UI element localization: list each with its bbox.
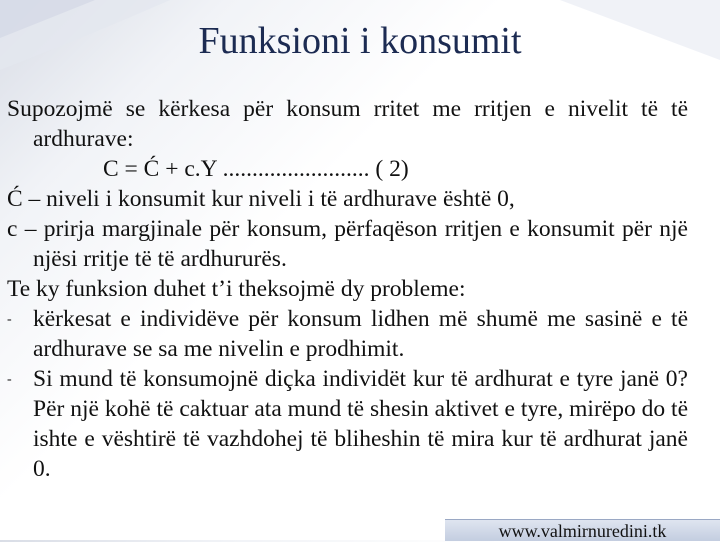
footer-url: www.valmirnuredini.tk [445,519,720,541]
slide-body [7,94,688,484]
definition-c: c – prirja margjinale për konsum, përfaqëson rritjen e konsumit për një njësi rritje të të ardhururës. [7,216,688,272]
formula-line: C = Ć + c.Y ......................... ( 2) [103,156,409,182]
bullet-marker: - [7,372,12,387]
bullet-item [7,364,688,484]
bullet-marker: - [7,312,12,327]
definition-c-bar: Ć – niveli i konsumit kur niveli i të ardhurave është 0, [7,186,515,212]
slide-title: Funksioni i konsumit [198,20,522,62]
intro-paragraph: Supozojmë se kërkesa për konsum rritet me rritjen e nivelit të të ardhurave: [7,96,688,152]
bullet-text: Si mund të konsumojnë diçka individët kur të ardhurat e tyre janë 0? Për një kohë të caktuar ata mund të shesin aktivet e tyre, mirëpo do të ishte e vështirë të vazhdohej të bliheshin të mira kur të ardhurat janë 0. [33,366,688,482]
bullet-text: kërkesat e individëve për konsum lidhen më shumë me sasinë e të ardhurave se sa me nivelin e prodhimit. [33,306,688,362]
bullet-item [7,304,688,364]
problems-lead: Te ky funksion duhet t’i theksojmë dy probleme: [7,276,466,302]
